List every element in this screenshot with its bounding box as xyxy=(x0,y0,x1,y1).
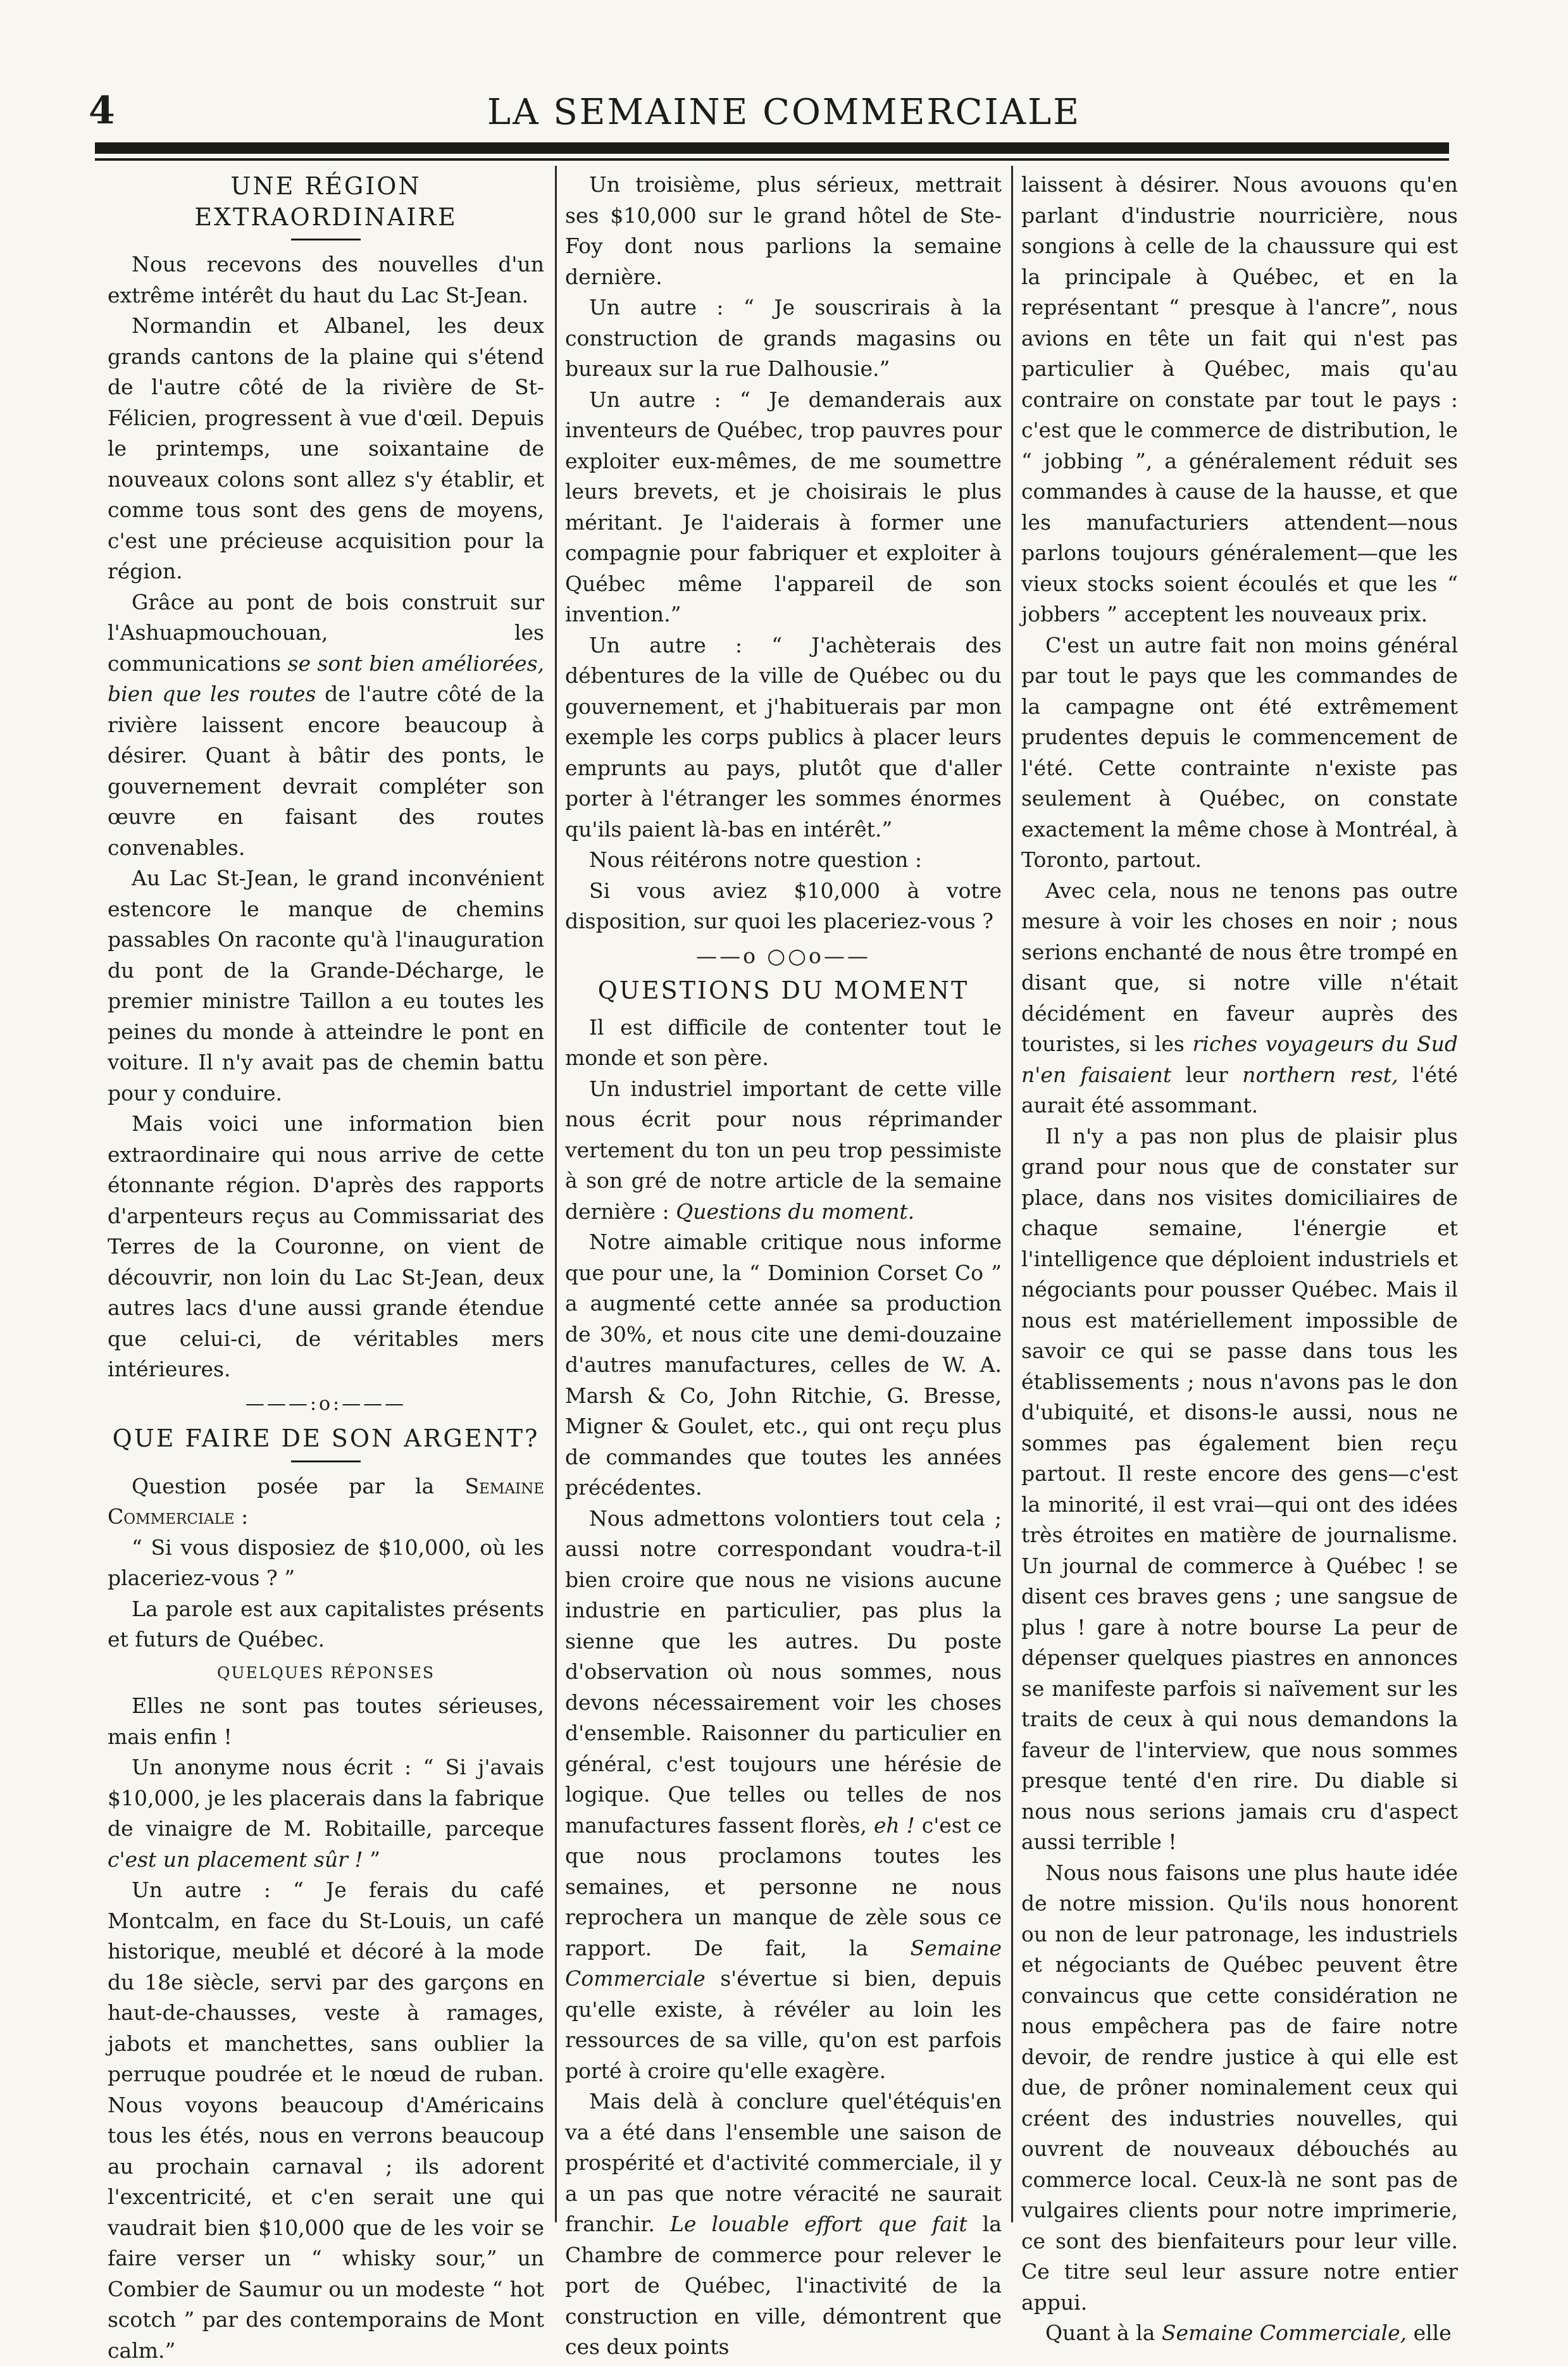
paragraph: Un autre : “ Je ferais du café Montcalm, en face du St-Louis, un café historique, meublé et décoré à la mode du 18e siècle, servi par des garçons en haut-de-chausses, veste à ramages, jabots et manchettes, sans oublier la perruque poudrée et le nœud de ruban. Nous voyons beaucoup d'Américains tous les étés, nous en verrons beaucoup au prochain carnaval ; ils adorent l'excentricité, et c'en serait une qui vaudrait bien $10,000 que de les voir se faire verser un “ whisky sour,” un Combier de Saumur ou un modeste “ hot scotch ” par des contemporains de Mont calm.” xyxy=(108,1877,544,2363)
paragraph: Avec cela, nous ne tenons pas outre mesure à voir les choses en noir ; nous serions enchanté de nous être trompé en disant que, si notre ville n'était décidément en faveur auprès des touristes, si les riches voyageurs du Sud n'en faisaient leur northern rest, l'été aurait été assommant. xyxy=(1021,878,1458,1118)
subheading: QUELQUES RÉPONSES xyxy=(216,1663,435,1682)
section-separator: ——o ○○o—— xyxy=(696,943,871,968)
paragraph: Quant à la Semaine Commerciale, elle xyxy=(1045,2320,1452,2345)
paragraph: Question posée par la Semaine Commerciale : xyxy=(108,1473,544,1529)
paragraph: Un autre : “ J'achèterais des débentures de la ville de Québec ou du gouvernement, et j'habituerais par mon exemple les corps publics à placer leurs emprunts au pays, plutôt que d'aller porter à l'étranger les sommes énormes qu'ils paient là-bas en intérêt.” xyxy=(565,632,1002,842)
article-headline: UNE RÉGION EXTRAORDINAIRE xyxy=(194,172,457,231)
paragraph: La parole est aux capitalistes présents et futurs de Québec. xyxy=(108,1596,544,1652)
headline-rule xyxy=(291,239,361,240)
header-rule-thick xyxy=(95,142,1449,154)
column-1 xyxy=(108,170,544,2363)
paragraph: “ Si vous disposiez de $10,000, où les placeriez-vous ? ” xyxy=(108,1535,544,1590)
paragraph: Il n'y a pas non plus de plaisir plus grand pour nous que de constater sur place, dans nos visites domiciliaires de chaque semaine, l'énergie et l'intelligence que déploient industriels et négociants pour pousser Québec. Mais il nous est matériellement impossible de savoir ce qui se passe dans tous les établissements ; nous n'avons pas le don d'ubiquité, et disons-le aussi, nous ne sommes pas également bien reçu partout. Il reste encore des gens—c'est la minorité, il est vrai—qui ont des idées très étroites en matière de journalisme. Un journal de commerce à Québec ! se disent ces braves gens ; une sangsue de plus ! gare à notre bourse La peur de dépenser quelques piastres en annonces se manifeste parfois si naïvement sur les traits de ceux à qui nous demandons la faveur de l'interview, que nous sommes presque tenté d'en rire. Du diable si nous nous serions jamais cru d'aspect aussi terrible ! xyxy=(1021,1123,1458,1854)
paragraph: Si vous aviez $10,000 à votre disposition, sur quoi les placeriez-vous ? xyxy=(565,878,1002,933)
paragraph: Nous admettons volontiers tout cela ; aussi notre correspondant voudra-t-il bien croire que nous ne visions aucune industrie en particulier, pas plus la sienne que les autres. Du poste d'observation où nous sommes, nous devons nécessairement voir les choses d'ensemble. Raisonner du particulier en général, c'est toujours une hérésie de logique. Que telles ou telles de nos manufactures fassent florès, eh ! c'est ce que nous proclamons toutes les semaines, et personne ne nous reprochera un manque de zèle sous ce rapport. De fait, la Semaine Commerciale s'évertue si bien, depuis qu'elle existe, à révéler au loin les ressources de sa ville, qu'on est parfois porté à croire qu'elle exagère. xyxy=(565,1505,1002,2083)
paragraph: Un troisième, plus sérieux, mettrait ses $10,000 sur le grand hôtel de Ste-Foy dont nous parlions la semaine dernière. xyxy=(565,172,1002,289)
column-divider-1 xyxy=(555,166,557,2222)
paragraph: Un anonyme nous écrit : “ Si j'avais $10,000, je les placerais dans la fabrique de vinaigre de M. Robitaille, parceque c'est un placement sûr ! ” xyxy=(108,1755,544,1872)
headline-rule xyxy=(291,1460,361,1462)
paragraph: Notre aimable critique nous informe que pour une, la “ Dominion Corset Co ” a augmenté cette année sa production de 30%, et nous cite une demi-douzaine d'autres manufactures, celles de W. A. Marsh & Co, John Ritchie, G. Bresse, Migner & Goulet, etc., qui ont reçu plus de commandes que toutes les années précédentes. xyxy=(565,1230,1002,1500)
paragraph: Un autre : “ Je demanderais aux inventeurs de Québec, trop pauvres pour exploiter eux-mêmes, de me soumettre leurs brevets, et je choisirais le plus méritant. Je l'aiderais à former une compagnie pour fabriquer et exploiter à Québec même l'appareil de son invention.” xyxy=(565,387,1002,626)
paragraph: laissent à désirer. Nous avouons qu'en parlant d'industrie nourricière, nous songions à celle de la chaussure qui est la principale à Québec, et en la représentant “ presque à l'ancre”, nous avions en tête un fait qui n'est pas particulier à Québec, mais qu'au contraire on constate par tout le pays : c'est que le commerce de distribution, le “ jobbing ”, a généralement réduit ses commandes à cause de la hausse, et que les manufacturiers attendent—nous parlons toujours généralement—que les vieux stocks soient écoulés et que les “ jobbers ” acceptent les nouveaux prix. xyxy=(1021,172,1458,626)
paragraph: Mais voici une information bien extraordinaire qui nous arrive de cette étonnante région. D'après des rapports d'arpenteurs reçus au Commissariat des Terres de la Couronne, on vient de découvrir, non loin du Lac St-Jean, deux autres lacs d'une aussi grande étendue que celui-ci, de véritables mers intérieures. xyxy=(108,1111,544,1381)
page-number: 4 xyxy=(89,89,115,133)
paragraph: Un industriel important de cette ville nous écrit pour nous réprimander vertement du ton un peu trop pessimiste à son gré de notre article de la semaine dernière : Questions du moment. xyxy=(565,1076,1002,1224)
paragraph: Un autre : “ Je souscrirais à la construction de grands magasins ou bureaux sur la rue Dalhousie.” xyxy=(565,295,1002,381)
column-divider-2 xyxy=(1011,166,1013,2222)
paragraph: Au Lac St-Jean, le grand inconvénient estencore le manque de chemins passables On raconte qu'à l'inauguration du pont de la Grande-Décharge, le premier ministre Taillon a eu toutes les peines du monde à atteindre le pont en voiture. Il n'y avait pas de chemin battu pour y conduire. xyxy=(108,866,544,1105)
column-2 xyxy=(565,170,1002,2359)
paragraph: Mais delà à conclure quel'étéquis'en va a été dans l'ensemble une saison de prospérité et d'activité commerciale, il y a un pas que notre véracité ne saurait franchir. Le louable effort que fait la Chambre de commerce pour relever le port de Québec, l'inactivité de la construction en ville, démontrent que ces deux points xyxy=(565,2089,1002,2359)
paragraph: Il est difficile de contenter tout le monde et son père. xyxy=(565,1014,1002,1070)
column-3 xyxy=(1021,170,1458,2345)
header-rule-thin xyxy=(95,158,1449,161)
paragraph: Grâce au pont de bois construit sur l'Ashuapmouchouan, les communications se sont bien améliorées, bien que les routes de l'autre côté de la rivière laissent encore beaucoup à désirer. Quant à bâtir des ponts, le gouvernement devrait compléter son œuvre en faisant des routes convenables. xyxy=(108,589,544,860)
section-separator: ———:o:——— xyxy=(245,1392,407,1415)
paragraph: Nous réitérons notre question : xyxy=(589,847,922,872)
article-headline: QUE FAIRE DE SON ARGENT? xyxy=(112,1424,540,1452)
paragraph: Elles ne sont pas toutes sérieuses, mais enfin ! xyxy=(108,1693,544,1749)
paragraph: Nous nous faisons une plus haute idée de notre mission. Qu'ils nous honorent ou non de leur patronage, les industriels et négociants de Québec peuvent être convaincus que cette considération ne nous empêchera pas de faire notre devoir, de rendre justice à qui elle est due, de prôner nominalement ceux qui créent des industries nouvelles, qui ouvrent de nouveaux débouchés au commerce local. Ceux-là ne sont pas de vulgaires clients pour notre imprimerie, ce sont des bienfaiteurs pour leur ville. Ce titre seul leur assure notre entier appui. xyxy=(1021,1860,1458,2315)
publication-title: LA SEMAINE COMMERCIALE xyxy=(487,92,1081,133)
article-headline: QUESTIONS DU MOMENT xyxy=(597,976,969,1004)
paragraph: Nous recevons des nouvelles d'un extrême intérêt du haut du Lac St-Jean. xyxy=(108,252,544,308)
paragraph: C'est un autre fait non moins général par tout le pays que les commandes de la campagne ont été extrêmement prudentes depuis le commencement de l'été. Cette contrainte n'existe pas seulement à Québec, on constate exactement la même chose à Montréal, à Toronto, partout. xyxy=(1021,632,1458,872)
paragraph: Normandin et Albanel, les deux grands cantons de la plaine qui s'étend de l'autre côté de la rivière de St-Félicien, progressent à vue d'œil. Depuis le printemps, une soixantaine de nouveaux colons sont allez s'y établir, et comme tous sont des gens de moyens, c'est une précieuse acquisition pour la région. xyxy=(108,313,544,583)
